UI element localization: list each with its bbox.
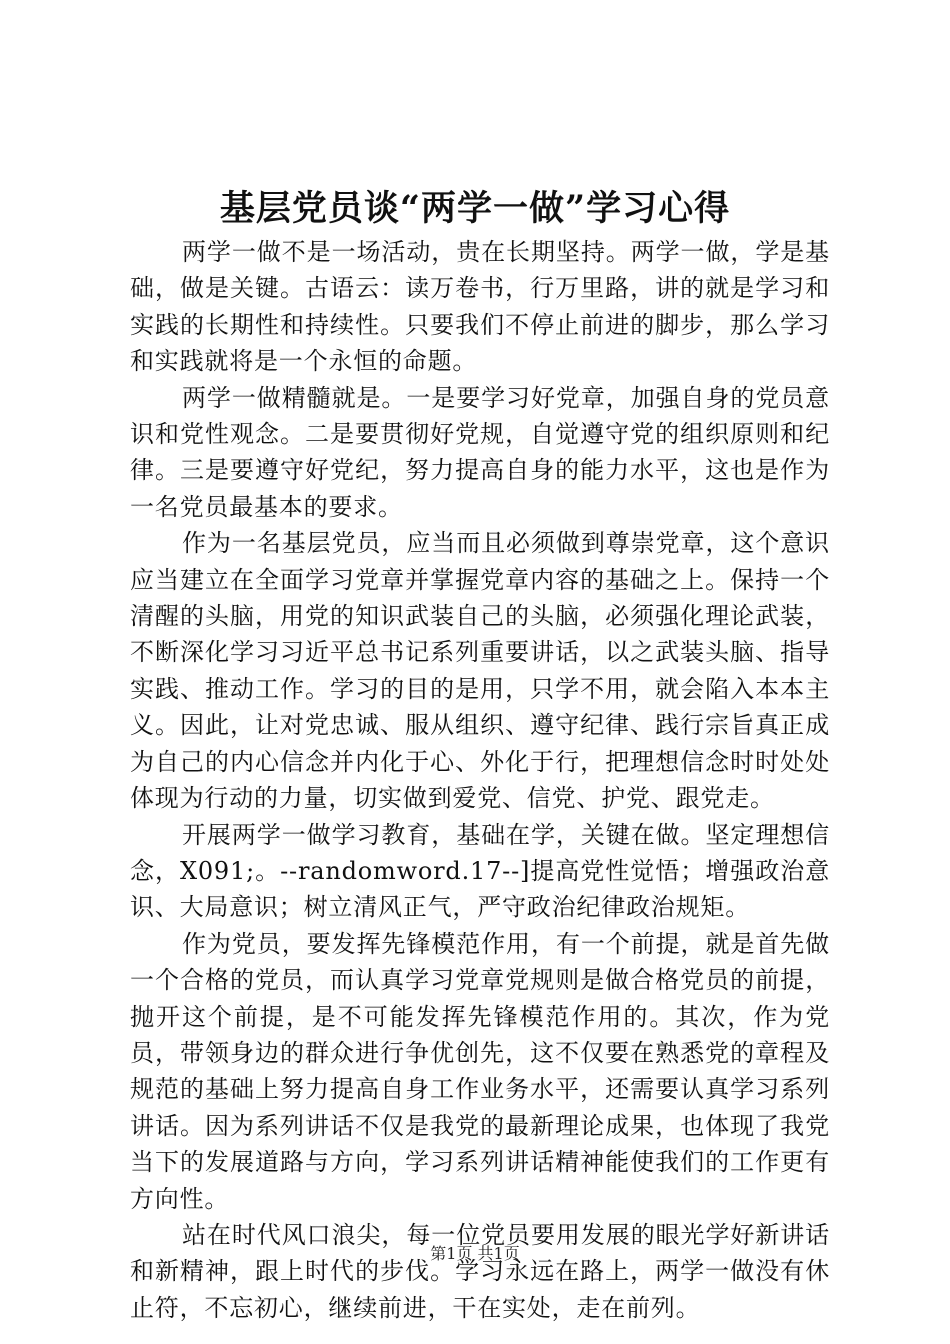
- paragraph-1: 两学一做不是一场活动，贵在长期坚持。两学一做，学是基础，做是关键。古语云：读万卷书，行万里路，讲的就是学习和实践的长期性和持续性。只要我们不停止前进的脚步，那么学习和实践就将是一个永恒的命题。: [130, 238, 830, 376]
- paragraph-4: 开展两学一做学习教育，基础在学，关键在做。坚定理想信念，X091;。--randomword.17--]提高党性觉悟；增强政治意识、大局意识；树立清风正气，严守政治纪律政治规矩。: [130, 820, 830, 922]
- document-body: [130, 234, 830, 1326]
- paragraph-3: 作为一名基层党员，应当而且必须做到尊崇党章，这个意识应当建立在全面学习党章并掌握党章内容的基础之上。保持一个清醒的头脑，用党的知识武装自己的头脑，必须强化理论武装，不断深化学习习近平总书记系列重要讲话，以之武装头脑、指导实践、推动工作。学习的目的是用，只学不用，就会陷入本本主义。因此，让对党忠诚、服从组织、遵守纪律、践行宗旨真正成为自己的内心信念并内化于心、外化于行，把理想信念时时处处体现为行动的力量，切实做到爱党、信党、护党、跟党走。: [130, 529, 830, 813]
- paragraph-6: 站在时代风口浪尖，每一位党员要用发展的眼光学好新讲话和新精神，跟上时代的步伐。学习永远在路上，两学一做没有休止符，不忘初心，继续前进，干在实处，走在前列。: [130, 1220, 830, 1322]
- document-title: 基层党员谈“两学一做”学习心得: [219, 188, 731, 229]
- paragraph-5: 作为党员，要发挥先锋模范作用，有一个前提，就是首先做一个合格的党员，而认真学习党章党规则是做合格党员的前提，抛开这个前提，是不可能发挥先锋模范作用的。其次，作为党员，带领身边的群众进行争优创先，这不仅要在熟悉党的章程及规范的基础上努力提高自身工作业务水平，还需要认真学习系列讲话。因为系列讲话不仅是我党的最新理论成果，也体现了我党当下的发展道路与方向，学习系列讲话精神能使我们的工作更有方向性。: [130, 929, 830, 1213]
- page-footer: 第1页 共1页: [430, 1244, 520, 1263]
- paragraph-2: 两学一做精髓就是。一是要学习好党章，加强自身的党员意识和党性观念。二是要贯彻好党规，自觉遵守党的组织原则和纪律。三是要遵守好党纪，努力提高自身的能力水平，这也是作为一名党员最基本的要求。: [130, 383, 830, 521]
